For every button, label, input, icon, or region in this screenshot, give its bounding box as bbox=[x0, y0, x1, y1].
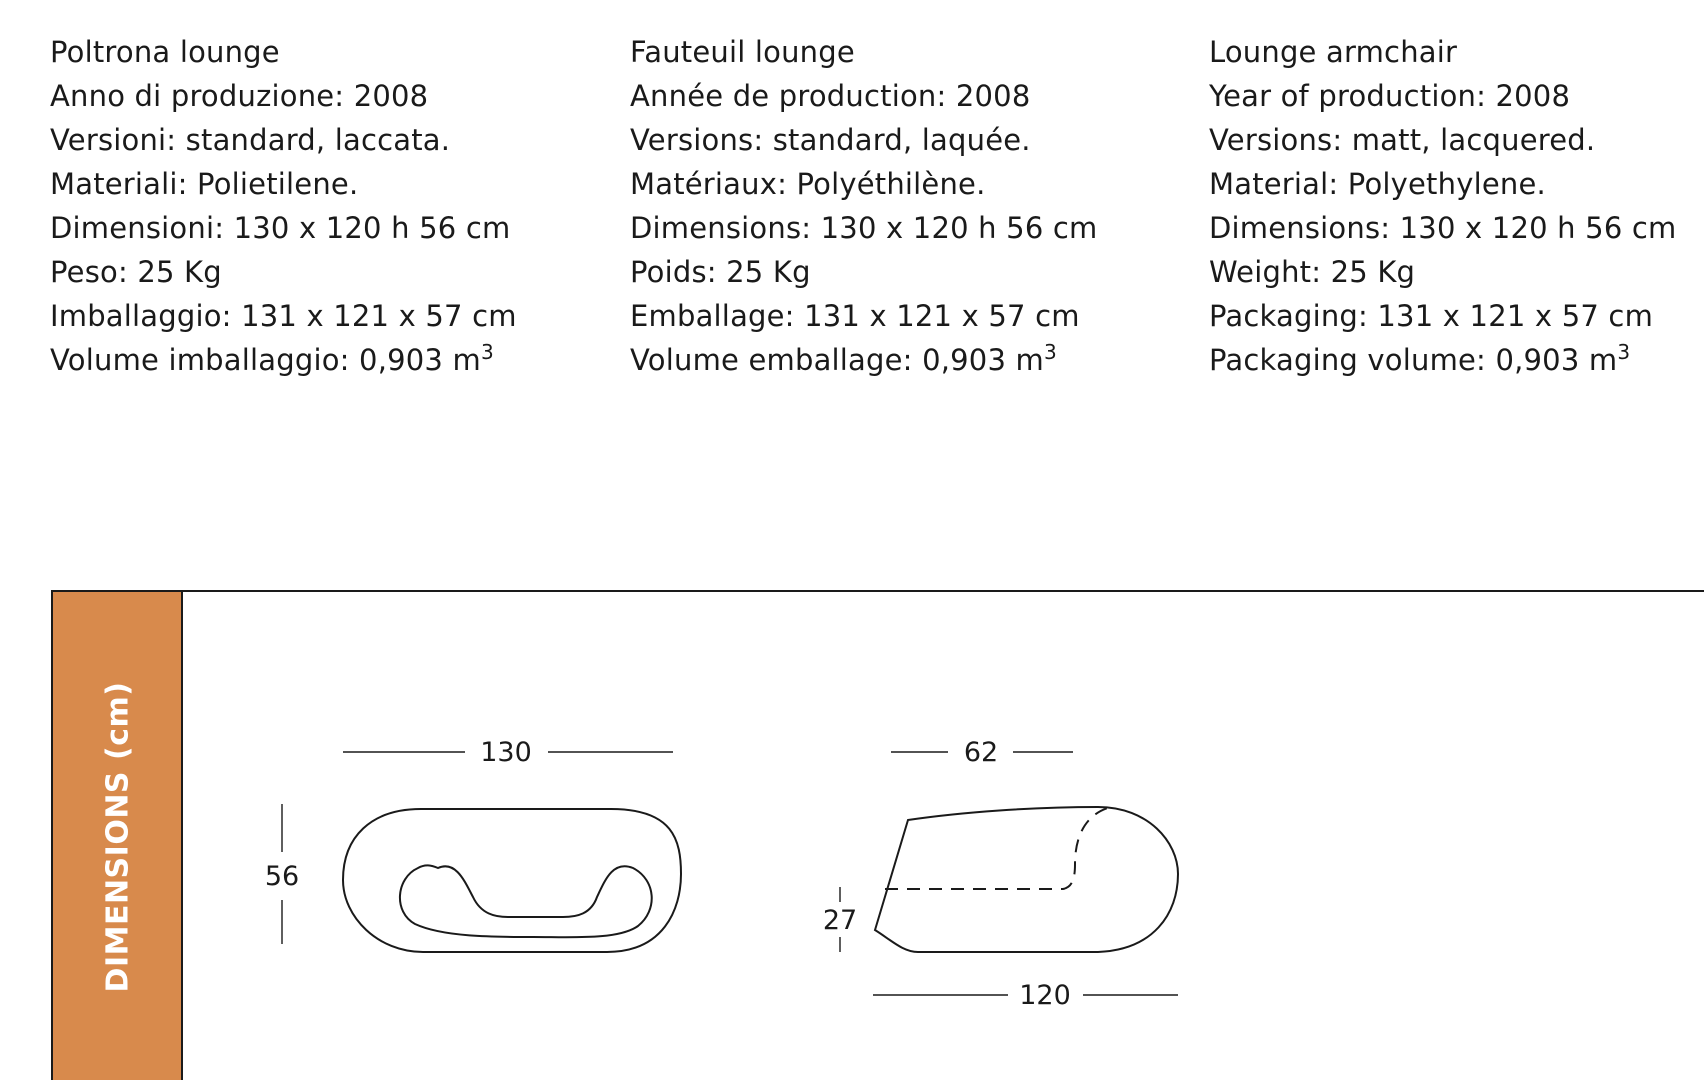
dimensions: Dimensions: 130 x 120 h 56 cm bbox=[1209, 211, 1677, 245]
volume-text: Volume emballage: 0,903 m bbox=[630, 343, 1044, 377]
production-year: Year of production: 2008 bbox=[1209, 79, 1571, 113]
dimensions-panel bbox=[51, 590, 1704, 1080]
versions: Versions: standard, laquée. bbox=[630, 123, 1031, 157]
volume-text: Packaging volume: 0,903 m bbox=[1209, 343, 1618, 377]
side-top-depth-label: 62 bbox=[963, 737, 999, 768]
dimensions: Dimensions: 130 x 120 h 56 cm bbox=[630, 211, 1098, 245]
spec-column-italian bbox=[50, 30, 517, 382]
side-view-outline bbox=[875, 807, 1178, 952]
side-view-dimension-lines bbox=[840, 752, 1178, 995]
front-height-label: 56 bbox=[264, 861, 300, 892]
packaging-volume bbox=[50, 338, 517, 382]
packaging: Imballaggio: 131 x 121 x 57 cm bbox=[50, 299, 517, 333]
weight: Weight: 25 Kg bbox=[1209, 255, 1416, 289]
materials: Materiali: Polietilene. bbox=[50, 167, 359, 201]
volume-exponent: 3 bbox=[480, 340, 494, 364]
front-width-label: 130 bbox=[480, 737, 532, 768]
versions: Versioni: standard, laccata. bbox=[50, 123, 451, 157]
side-depth-label: 120 bbox=[1019, 980, 1071, 1011]
spec-column-english bbox=[1209, 30, 1676, 382]
front-view-dimension-lines bbox=[282, 752, 673, 944]
weight: Peso: 25 Kg bbox=[50, 255, 222, 289]
production-year: Année de production: 2008 bbox=[630, 79, 1031, 113]
product-name: Poltrona lounge bbox=[50, 35, 280, 69]
front-view-drawing bbox=[343, 809, 681, 952]
product-name: Fauteuil lounge bbox=[630, 35, 855, 69]
versions: Versions: matt, lacquered. bbox=[1209, 123, 1596, 157]
packaging-volume bbox=[1209, 338, 1676, 382]
packaging-volume bbox=[630, 338, 1097, 382]
volume-exponent: 3 bbox=[1617, 340, 1631, 364]
dimensions: Dimensioni: 130 x 120 h 56 cm bbox=[50, 211, 511, 245]
volume-exponent: 3 bbox=[1043, 340, 1057, 364]
side-view-drawing bbox=[875, 807, 1178, 952]
packaging: Emballage: 131 x 121 x 57 cm bbox=[630, 299, 1080, 333]
side-seat-height-label: 27 bbox=[822, 905, 858, 936]
weight: Poids: 25 Kg bbox=[630, 255, 811, 289]
product-name: Lounge armchair bbox=[1209, 35, 1458, 69]
dimensions-label: DIMENSIONS (cm) bbox=[100, 681, 136, 993]
volume-text: Volume imballaggio: 0,903 m bbox=[50, 343, 481, 377]
spec-column-french bbox=[630, 30, 1097, 382]
front-view-inner-outline bbox=[400, 865, 652, 937]
production-year: Anno di produzione: 2008 bbox=[50, 79, 429, 113]
technical-drawing bbox=[53, 592, 1704, 1080]
materials: Matériaux: Polyéthilène. bbox=[630, 167, 986, 201]
materials: Material: Polyethylene. bbox=[1209, 167, 1546, 201]
packaging: Packaging: 131 x 121 x 57 cm bbox=[1209, 299, 1654, 333]
